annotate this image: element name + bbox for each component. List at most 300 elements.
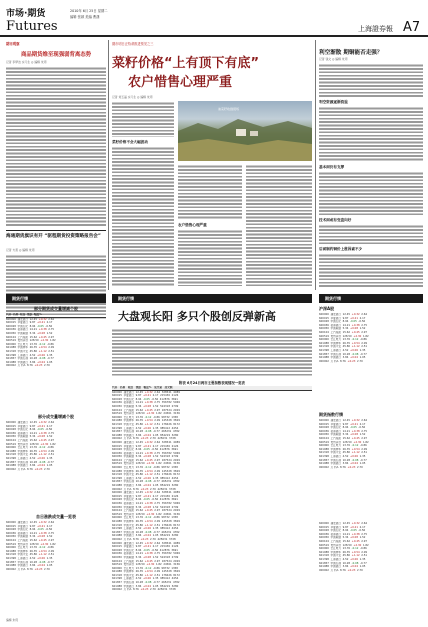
table-cell: 9.87 <box>29 524 38 528</box>
table-cell: +0.06 <box>143 426 153 430</box>
table-cell: 2.97 <box>361 330 369 334</box>
photo-rapeseed <box>178 101 312 161</box>
table-cell: +2.30 <box>40 442 50 446</box>
editor-line: 编辑 张颖 美编 曹潇 <box>70 15 100 19</box>
table-cell: 工商银行 <box>17 456 30 460</box>
table-cell: +0.23 <box>34 467 45 471</box>
table-cell: 上汽集团 <box>330 436 343 440</box>
table-cell: -0.56 <box>358 426 367 430</box>
table-cell: -0.56 <box>358 529 367 533</box>
table-cell: 贵州茅台 <box>17 339 30 343</box>
table-cell: +1.12 <box>144 573 155 577</box>
table-cell: 000002 <box>319 359 331 363</box>
table-cell: 600900 <box>112 566 124 570</box>
table-cell: -0.86 <box>153 415 162 419</box>
table-cell: 3280 <box>171 584 180 588</box>
table-cell: 600050 <box>112 505 124 509</box>
table-cell: 356782 <box>161 451 174 455</box>
table-cell: +1.12 <box>38 453 49 457</box>
table-cell: 2.70 <box>44 567 52 571</box>
table-cell: 1.35 <box>359 348 368 352</box>
table-cell: -0.08 <box>144 581 154 585</box>
table-cell: 4.52 <box>29 353 38 357</box>
col-volume: 成交量 <box>154 386 162 389</box>
table-cell: +0.32 <box>144 541 155 545</box>
table-cell: 178426 <box>161 422 174 426</box>
table-cell: -0.77 <box>153 480 162 484</box>
table-cell: 1.52 <box>152 555 161 559</box>
table-right2-title: 期货指数行情 <box>319 412 343 417</box>
table-cell: 600104 <box>112 509 124 513</box>
table-cell: +2.30 <box>40 542 50 546</box>
table-cell: 10.28 <box>29 460 39 464</box>
table-cell: 长江电力 <box>330 547 343 551</box>
table-cell: 4454 <box>171 527 180 531</box>
table-cell: 华夏银行 <box>123 394 136 398</box>
table-cell: 1.05 <box>359 565 368 569</box>
table-cell: 中国平安 <box>330 554 343 558</box>
table-cell: -0.12 <box>351 547 361 551</box>
table-cell: +0.45 <box>351 330 362 334</box>
table-right3-rows <box>319 522 423 572</box>
table-cell: 2799 <box>171 455 180 459</box>
right-column <box>319 40 423 290</box>
table-cell: 600519 <box>112 563 124 567</box>
table-cell: 45.80 <box>29 453 39 457</box>
table-cell: 8.76 <box>133 588 141 592</box>
table-cell: 1.82 <box>155 462 164 466</box>
table-cell: 600900 <box>319 547 331 551</box>
table-cell: 上汽集团 <box>123 408 136 412</box>
table-cell: +2.30 <box>146 563 156 567</box>
table-cell: 601088 <box>6 449 18 453</box>
table-cell: 2.09 <box>154 570 162 574</box>
table-cell: -0.08 <box>144 480 154 484</box>
table-cell: 华夏银行 <box>330 422 343 426</box>
table-cell: 华夏银行 <box>123 494 136 498</box>
table-cell: 2.75 <box>154 502 162 505</box>
table-cell: +0.54 <box>38 346 49 350</box>
table-cell: 4089 <box>173 390 182 394</box>
table-cell: 328541 <box>161 390 174 394</box>
table-cell: +1.12 <box>144 473 155 477</box>
kicker: 期市明日正待命推进预见之三 <box>112 42 154 46</box>
table-cell: 600000 <box>6 521 18 524</box>
table-cell: +1.12 <box>38 553 49 557</box>
table-cell: 600028 <box>319 320 331 324</box>
table-cell: 215436 <box>160 444 172 448</box>
table-cell: 1.05 <box>46 464 55 468</box>
table-cell: 2.17 <box>359 316 368 320</box>
table-cell: 中国石化 <box>123 448 136 452</box>
table-cell: 601857 <box>112 530 124 534</box>
table-cell: +0.04 <box>350 565 360 569</box>
table-cell: 招商银行 <box>17 531 30 535</box>
table-cell: 601398 <box>319 557 331 561</box>
table-cell: 招商银行 <box>330 532 343 536</box>
table-cell: 3156 <box>173 563 182 567</box>
table-cell: 601318 <box>6 453 18 457</box>
table-cell: 854219 <box>160 584 172 588</box>
table-cell: 8.94 <box>29 528 38 532</box>
table-cell: 2.64 <box>48 421 56 424</box>
table-cell: -0.86 <box>360 338 369 342</box>
table-cell: 招商银行 <box>123 552 136 556</box>
table-cell: 中国银行 <box>330 356 343 360</box>
table-cell: 425631 <box>157 588 170 592</box>
table-cell: 9.87 <box>135 444 144 448</box>
table-cell: 浦发银行 <box>123 440 136 444</box>
table-cell: 贵州茅台 <box>17 442 30 446</box>
table-cell: 412876 <box>159 498 172 502</box>
table-left2-rows <box>6 421 106 471</box>
table-cell: 600036 <box>319 323 331 327</box>
table-cell: 中国平安 <box>123 523 136 527</box>
table-cell: 工商银行 <box>17 353 30 357</box>
table-cell: 中国神华 <box>17 449 30 453</box>
table-cell: 1.82 <box>49 339 58 343</box>
table-cell: 601857 <box>112 581 124 585</box>
table-cell: 15.62 <box>29 538 39 542</box>
table-cell: 26.35 <box>342 550 352 554</box>
table-row <box>6 568 106 572</box>
table-cell: +0.45 <box>38 438 49 442</box>
table-cell: -0.12 <box>351 338 361 342</box>
table-cell: 4454 <box>171 426 180 430</box>
table-cell: 中国银行 <box>123 584 136 588</box>
table-cell: 1.05 <box>359 356 368 360</box>
table-cell: 601988 <box>112 584 124 588</box>
table-cell: 上汽集团 <box>330 539 343 543</box>
table-right2 <box>319 419 423 519</box>
table-cell: 中国石油 <box>330 561 343 565</box>
table-cell: 3156 <box>173 462 182 466</box>
right-body-2 <box>319 106 423 162</box>
table-cell: +0.45 <box>351 436 362 440</box>
table-cell: 601988 <box>319 565 331 569</box>
table-cell: +0.32 <box>38 421 49 424</box>
col-amount: 成交额 <box>164 386 173 389</box>
table-cell: +0.45 <box>144 458 155 462</box>
table-cell: 4.52 <box>342 454 351 458</box>
table-cell: 中国平安 <box>17 349 30 353</box>
table-cell: 215436 <box>160 394 172 398</box>
table-cell: -0.56 <box>151 448 160 452</box>
table-cell: 601088 <box>112 469 124 473</box>
table-cell: 215436 <box>160 545 172 549</box>
table-cell: 000002 <box>112 537 124 541</box>
table-cell: 上汽集团 <box>123 509 136 513</box>
table-cell: 上汽集团 <box>17 335 30 339</box>
table-cell: 中国神华 <box>123 419 136 423</box>
table-cell: 000002 <box>319 568 331 572</box>
table-cell: 中国联通 <box>330 433 343 437</box>
table-cell: +0.06 <box>37 353 47 357</box>
table-cell: 8.76 <box>340 568 348 572</box>
col-change: 涨跌 <box>27 313 33 316</box>
table-cell: 1.52 <box>152 404 161 408</box>
table-cell: 万 科A <box>330 359 340 363</box>
table-cell: 98732 <box>161 566 172 570</box>
table-cell: 600036 <box>112 451 124 455</box>
table-cell: +0.04 <box>37 360 47 364</box>
table-cell: 2799 <box>171 555 180 559</box>
headline-line1: 菜籽价格“上有顶下有底” <box>112 56 260 71</box>
bottom-right-bar-label: 期货行情 <box>325 296 341 301</box>
photo-landscape <box>178 101 312 161</box>
table-cell: 上汽集团 <box>17 538 30 542</box>
table-cell: +1.12 <box>351 451 362 455</box>
page-code: A7 <box>403 20 421 35</box>
table-cell: +0.23 <box>347 465 358 469</box>
col-close: 收盘 <box>127 386 133 389</box>
table-cell: 9.87 <box>29 424 38 428</box>
right-sub1: 利空资源逐渐消退 <box>319 100 348 104</box>
table-cell: 长江电力 <box>330 444 343 448</box>
table-cell: -0.05 <box>350 320 359 324</box>
table-cell: +0.23 <box>347 359 358 363</box>
table-cell: 4089 <box>173 440 182 444</box>
table-right2-rows <box>319 419 423 469</box>
table-cell: +2.30 <box>40 339 50 343</box>
table-cell: +2.30 <box>146 412 156 416</box>
table-cell: 45.80 <box>135 473 145 477</box>
table-cell: 45.80 <box>342 554 352 558</box>
table-cell: 600036 <box>6 431 18 435</box>
table-cell: 2126 <box>171 394 180 398</box>
table-center-rows <box>112 391 312 441</box>
table-cell: -0.05 <box>143 548 152 552</box>
table-cell: +0.45 <box>144 559 155 563</box>
table-cell: 2.51 <box>48 553 56 557</box>
table-cell: 601857 <box>319 352 331 356</box>
table-cell: 5.34 <box>342 536 351 540</box>
table-cell: 上汽集团 <box>123 458 136 462</box>
table-cell: +0.38 <box>351 532 362 536</box>
table-cell: 10.28 <box>29 357 39 361</box>
table-cell: 9.87 <box>135 394 144 398</box>
table-cell: 601857 <box>112 480 124 484</box>
table-cell: 4089 <box>173 491 182 495</box>
table-cell: 中国平安 <box>330 345 343 349</box>
table-cell: 上汽集团 <box>17 438 30 442</box>
table-cell: 2.97 <box>154 509 162 513</box>
table-cell: 600028 <box>6 324 18 328</box>
col-name: 名称 <box>119 386 126 389</box>
subhead-2: 农户惜售心理严重 <box>178 223 207 227</box>
section-tag: 期市观察 <box>6 42 20 46</box>
table-cell: +0.04 <box>350 462 360 466</box>
table-cell: -0.56 <box>45 324 54 328</box>
table-cell: 万 科A <box>330 568 340 572</box>
table-cell: -0.05 <box>37 324 46 328</box>
col-pct: 幅度% <box>143 386 152 389</box>
table-cell: 中国神华 <box>123 519 136 523</box>
table-cell: +0.38 <box>38 531 49 535</box>
table-cell: 15.62 <box>135 509 145 513</box>
table-cell: -0.08 <box>38 460 48 464</box>
table-cell: 2.70 <box>150 487 158 491</box>
table-cell: 中国石油 <box>123 581 136 585</box>
bottom-center-body <box>112 328 312 376</box>
table-cell: 3728 <box>169 437 178 441</box>
table-cell: 854219 <box>160 484 172 488</box>
table-cell: 600028 <box>112 498 124 502</box>
table-cell: 2929 <box>173 509 182 513</box>
table-cell: 万 科A <box>17 467 27 471</box>
table-cell: 中国联通 <box>17 435 30 439</box>
table-cell: -0.05 <box>350 426 359 430</box>
table-left2-title: 部分成交量增减个股 <box>38 414 74 419</box>
table-cell: 3691 <box>171 498 180 502</box>
article2-title: 海通期货旗识有开 “驱程期货投资策略报告会” <box>6 234 101 239</box>
table-cell: 601088 <box>112 570 124 574</box>
table-cell: 1.35 <box>46 556 55 560</box>
table-cell: 中国平安 <box>123 573 136 577</box>
table-cell: 12.45 <box>135 541 145 545</box>
table-cell: 600000 <box>319 522 331 525</box>
table-cell: 中国石油 <box>330 458 343 462</box>
table-cell: +1.12 <box>144 422 155 426</box>
table-cell: 中国石油 <box>123 480 136 484</box>
right-byline: 记者 钱文 ◎ 编辑 朱玥 <box>319 57 348 61</box>
table-cell: 中国神华 <box>123 469 136 473</box>
section-en: Futures <box>6 19 58 34</box>
table-cell: 1.82 <box>362 334 371 338</box>
table-cell: 中国平安 <box>123 422 136 426</box>
paper-name: 上海證券報 <box>358 25 393 33</box>
table-cell: 2929 <box>173 458 182 462</box>
table-cell: 工商银行 <box>330 454 343 458</box>
table-cell: 412876 <box>159 397 172 401</box>
table-cell: +0.21 <box>37 321 47 325</box>
table-cell: 1.52 <box>359 433 368 437</box>
table-cell: 14.21 <box>135 401 145 405</box>
table-right1-rows <box>319 313 423 363</box>
table-cell: 2.09 <box>361 341 369 345</box>
table-cell: -0.12 <box>38 342 48 346</box>
table-cell: 中国石化 <box>17 528 30 532</box>
right-title: 利空渐散 期铜能否走强？ <box>319 50 383 56</box>
table-cell: 2.70 <box>357 359 365 363</box>
table-cell: 10.28 <box>342 561 352 565</box>
table-cell: -0.12 <box>144 566 154 570</box>
table-cell: +0.04 <box>143 584 153 588</box>
table-cell: 1358 <box>171 516 180 520</box>
table-cell: 600015 <box>6 321 18 325</box>
table-cell: 600104 <box>112 559 124 563</box>
table-row <box>319 466 423 470</box>
table-cell: 8172 <box>173 473 182 477</box>
table-cell: 15.62 <box>29 438 39 442</box>
center-body-col3 <box>246 164 312 286</box>
table-cell: 601318 <box>6 349 18 353</box>
table-cell: 2.17 <box>152 444 161 448</box>
table-cell: 2.51 <box>154 523 162 527</box>
table-cell: 中国银行 <box>17 360 30 364</box>
table-cell: 600519 <box>112 512 124 516</box>
table-cell: 187524 <box>161 408 174 412</box>
table-cell: 2.09 <box>48 449 56 453</box>
table-cell: +0.45 <box>144 408 155 412</box>
table-cell: 13.76 <box>29 546 39 550</box>
table-cell: +0.06 <box>143 527 153 531</box>
table-cell: 601088 <box>112 519 124 523</box>
table-cell: +2.30 <box>146 512 156 516</box>
table-cell: 000002 <box>112 487 124 491</box>
table-cell: 华夏银行 <box>330 316 343 320</box>
table-cell: 3280 <box>171 484 180 488</box>
table-cell: 中国神华 <box>17 549 30 553</box>
table-cell: 8.94 <box>342 529 351 533</box>
table-cell: 3691 <box>171 448 180 452</box>
table-cell: 2.75 <box>361 532 369 536</box>
table-cell: 2.09 <box>154 469 162 473</box>
center-feature <box>112 40 312 290</box>
table-cell: -0.77 <box>360 561 369 565</box>
table-cell: -0.12 <box>144 466 154 470</box>
table-cell: 1.52 <box>152 455 161 459</box>
table-cell: 1.05 <box>152 584 161 588</box>
table-cell: 中国平安 <box>330 451 343 455</box>
table-cell: 1358 <box>171 566 180 570</box>
table-cell: 2.75 <box>154 401 162 405</box>
table-cell: 601088 <box>319 341 331 345</box>
table-cell: 600104 <box>319 436 331 440</box>
table-cell: +0.23 <box>140 588 151 592</box>
table-cell: 601988 <box>112 484 124 488</box>
table-cell: 中国联通 <box>330 536 343 540</box>
table-cell: 601088 <box>112 419 124 423</box>
article1-body <box>6 66 106 226</box>
table-cell: 601318 <box>112 473 124 477</box>
table-cell: 600104 <box>6 438 18 442</box>
table-cell: 2.51 <box>361 451 369 455</box>
table-cell: 4782 <box>172 480 182 484</box>
table-cell: +0.38 <box>144 552 155 556</box>
table-cell: 3728 <box>169 588 178 592</box>
table-cell: 2.09 <box>361 550 369 554</box>
table-cell: 浦发银行 <box>330 313 343 316</box>
table-cell: 2.51 <box>48 349 56 353</box>
table-cell: +0.21 <box>37 424 47 428</box>
table-cell: 145328 <box>161 469 174 473</box>
table-cell: 000002 <box>6 567 18 571</box>
table-cell: 华夏银行 <box>123 545 136 549</box>
table-cell: 45.80 <box>342 345 352 349</box>
table-cell: 8.76 <box>27 364 35 368</box>
table-cell: -0.08 <box>351 458 361 462</box>
table-cell: +0.21 <box>143 545 153 549</box>
table-cell: +2.30 <box>353 334 363 338</box>
table-cell: 524318 <box>160 555 172 559</box>
table-cell: 601318 <box>319 451 331 455</box>
table-cell: 600036 <box>112 502 124 505</box>
table-cell: 2.17 <box>46 524 55 528</box>
table-cell: +1.12 <box>351 345 362 349</box>
table-cell: -0.56 <box>151 548 160 552</box>
table-cell: -0.05 <box>350 529 359 533</box>
table-cell: 128.50 <box>342 543 354 547</box>
table-cell: 3.84 <box>29 564 38 568</box>
table-cell: +1.12 <box>38 349 49 353</box>
table-cell: -0.86 <box>153 566 162 570</box>
table-cell: 长江电力 <box>330 338 343 342</box>
table-cell: 145328 <box>161 570 174 574</box>
table-cell: 中国银行 <box>330 565 343 569</box>
table-cell: 178426 <box>161 523 174 527</box>
table-cell: 128.50 <box>29 339 41 343</box>
